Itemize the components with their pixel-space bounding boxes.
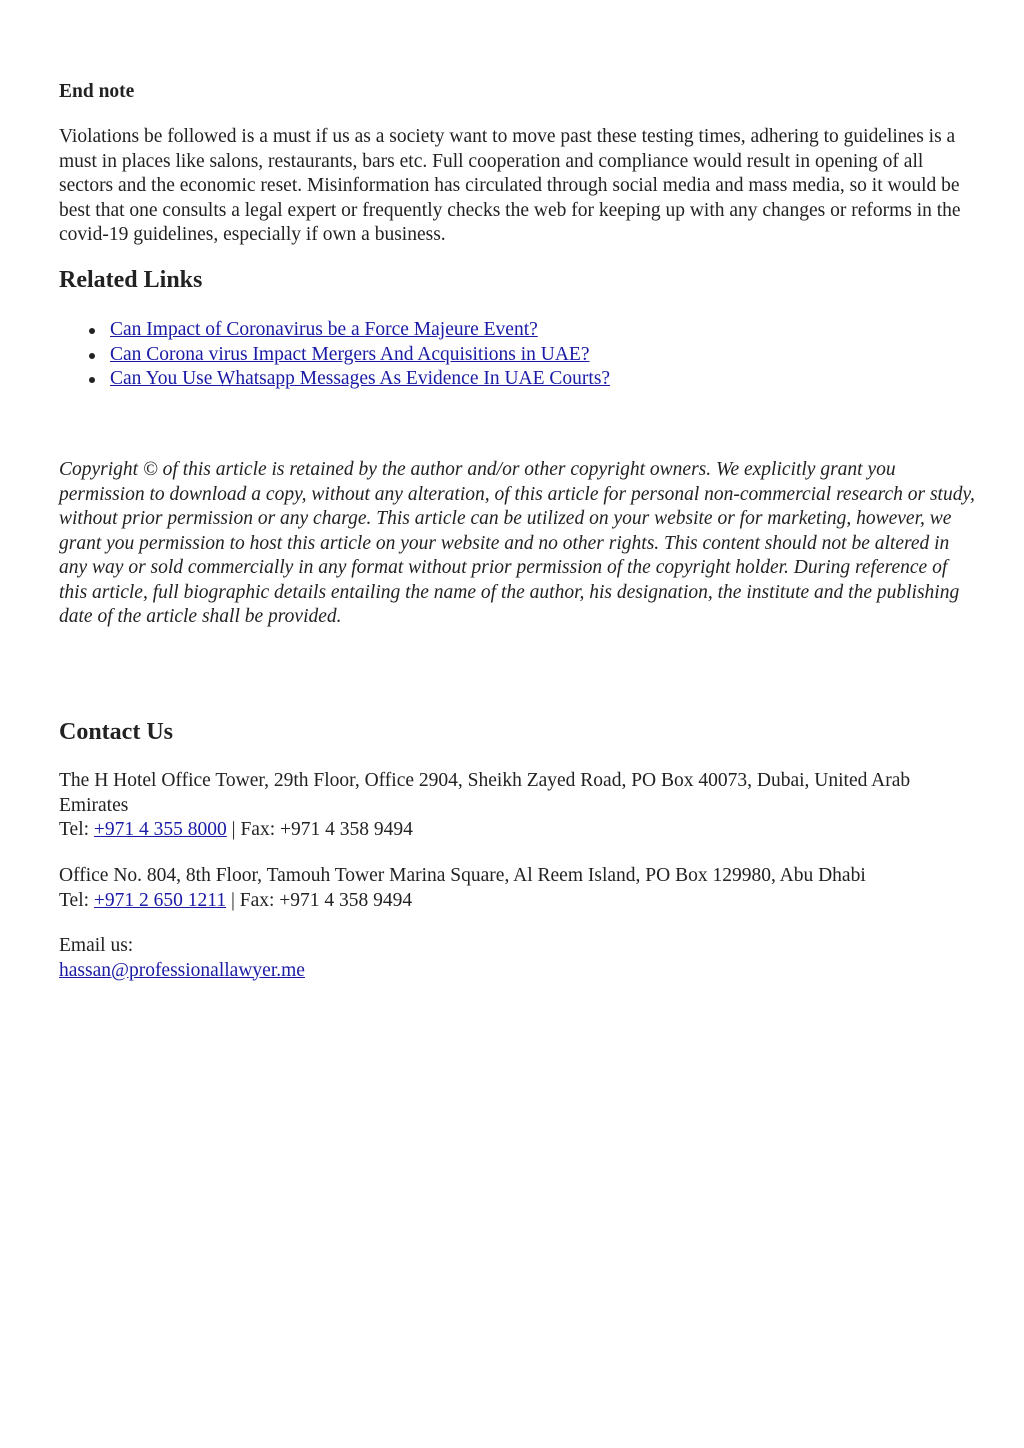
email-label: Email us: xyxy=(59,935,134,956)
abu-dhabi-phone-link[interactable]: +971 2 650 1211 xyxy=(93,889,227,911)
related-link-item xyxy=(59,343,610,368)
endnote-paragraph: Violations be followed is a must if us as a society want to move past these testing times, adhering to guidelines is a must in places like salons, restaurants, bars etc. Full cooperation and compliance would result in opening of all sectors and the economic reset. Misinformation has circulated through social media and mass media, so it would be best that one consults a legal expert or frequently checks the web for keeping up with any changes or reforms in the covid-19 guidelines, especially if own a business. xyxy=(59,126,961,245)
tel-label: Tel: xyxy=(59,889,94,911)
office-address: The H Hotel Office Tower, 29th Floor, Office 2904, Sheikh Zayed Road, PO Box 40073, Dubai, United Arab Emirates xyxy=(59,770,911,816)
bullet-icon xyxy=(89,328,95,334)
related-link-item xyxy=(59,367,610,392)
contact-heading: Contact Us xyxy=(59,719,173,745)
email-block xyxy=(59,934,305,983)
related-link-item xyxy=(59,318,610,343)
bullet-icon xyxy=(89,377,95,383)
bullet-icon xyxy=(89,353,95,359)
office-address: Office No. 804, 8th Floor, Tamouh Tower Marina Square, Al Reem Island, PO Box 129980, Abu Dhabi xyxy=(59,865,866,886)
related-link-whatsapp-evidence[interactable]: Can You Use Whatsapp Messages As Evidence In UAE Courts? xyxy=(110,368,611,389)
related-link-force-majeure[interactable]: Can Impact of Coronavirus be a Force Majeure Event? xyxy=(110,319,538,340)
related-links-list xyxy=(59,318,610,392)
abu-dhabi-office xyxy=(59,864,959,913)
dubai-office xyxy=(59,769,959,843)
fax-number: | Fax: +971 4 358 9494 xyxy=(226,889,413,911)
email-link[interactable]: hassan@professionallawyer.me xyxy=(59,959,305,981)
tel-label: Tel: xyxy=(59,819,94,840)
fax-number: | Fax: +971 4 358 9494 xyxy=(226,819,413,840)
related-link-mergers-acquisitions[interactable]: Can Corona virus Impact Mergers And Acquisitions in UAE? xyxy=(110,343,590,365)
copyright-notice: Copyright © of this article is retained by the author and/or other copyright owners. We explicitly grant you permission to download a copy, without any alteration, of this article for personal non-commercial research or study, without prior permission or any charge. This article can be utilized on your website or for marketing, however, we grant you permission to host this article on your website and no other rights. This content should not be altered in any way or sold commercially in any format without prior permission of the copyright holder. During reference of this article, full biographic details entailing the name of the author, his designation, the institute and the publishing date of the article shall be provided. xyxy=(59,459,975,627)
dubai-phone-link[interactable]: +971 4 355 8000 xyxy=(93,819,227,840)
endnote-heading: End note xyxy=(59,81,135,102)
related-links-heading: Related Links xyxy=(59,267,203,293)
